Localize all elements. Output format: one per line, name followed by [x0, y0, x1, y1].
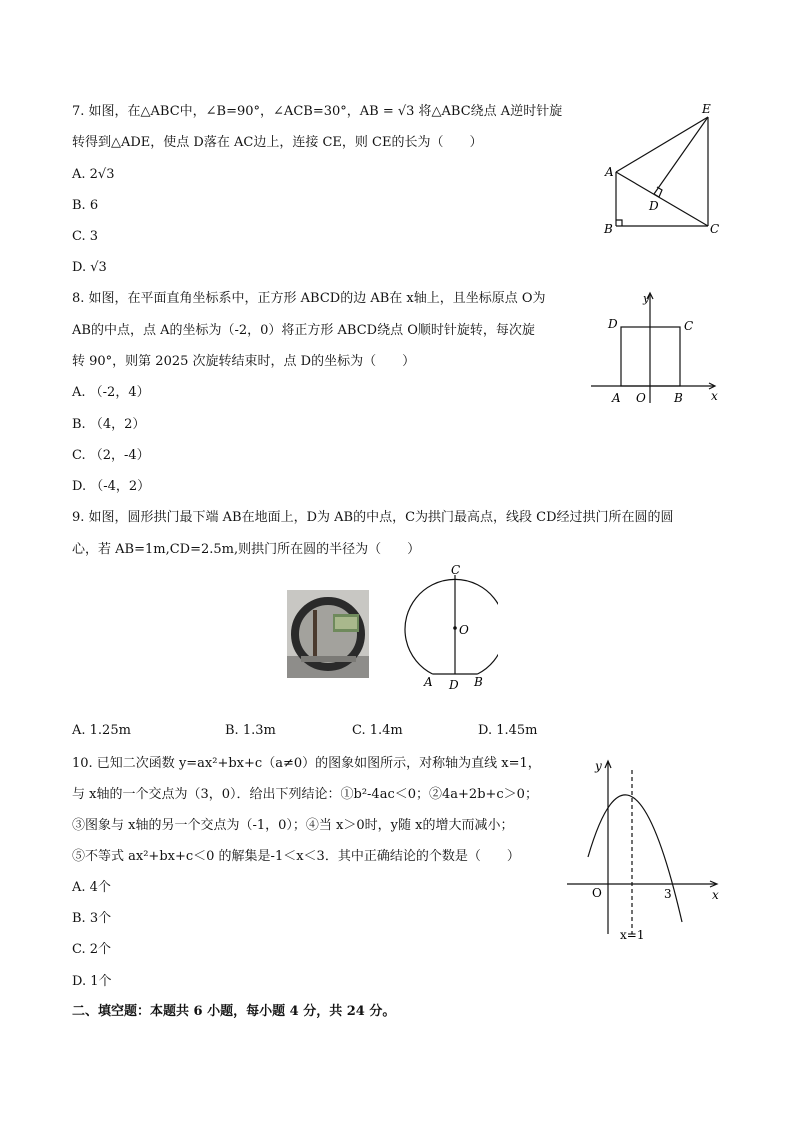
section-2-heading: 二、填空题：本题共 6 小题，每小题 4 分，共 24 分。	[72, 1004, 396, 1019]
q10-label-axis: x=1	[620, 928, 645, 942]
arch-door-photo-drawing	[287, 590, 369, 678]
q10-label-o: O	[592, 886, 602, 900]
q7-label-d: D	[649, 199, 659, 213]
q7-label-b: B	[604, 222, 613, 236]
q8-option-a: A. （-2，4）	[72, 385, 150, 400]
q10-line-4: ⑤不等式 ax²+bx+c＜0 的解集是-1＜x＜3．其中正确结论的个数是（ ）	[72, 849, 520, 864]
q7-label-e: E	[702, 102, 711, 116]
q8-option-d: D. （-4，2）	[72, 479, 151, 494]
q7-option-a: A. 2√3	[72, 167, 115, 182]
q10-label-x: x	[712, 888, 719, 902]
q10-parabola-figure	[562, 752, 724, 948]
arch-door-photo	[287, 590, 369, 678]
q10-label-y: y	[595, 759, 602, 773]
q9-line-2: 心，若 AB=1m,CD=2.5m,则拱门所在圆的半径为（ ）	[72, 542, 421, 557]
q7-option-d: D. √3	[72, 260, 107, 275]
q8-label-a: A	[612, 391, 621, 405]
q9-label-c: C	[451, 563, 461, 577]
q10-line-1: 10. 已知二次函数 y=ax²+bx+c（a≠0）的图象如图所示，对称轴为直线 x=1，	[72, 756, 541, 771]
q10-option-d: D. 1个	[72, 974, 112, 989]
q10-option-c: C. 2个	[72, 942, 112, 957]
q9-label-a: A	[424, 675, 433, 689]
q9-option-c: C. 1.4m	[352, 723, 403, 738]
q10-option-a: A. 4个	[72, 880, 111, 895]
q9-line-1: 9. 如图，圆形拱门最下端 AB在地面上，D为 AB的中点，C为拱门最高点，线段 CD经过拱门所在圆的圆	[72, 510, 674, 525]
q7-line-1: 7. 如图，在△ABC中，∠B=90°，∠ACB=30°，AB = √3 将△ABC绕点 A逆时针旋	[72, 104, 563, 119]
q8-line-2: AB的中点，点 A的坐标为（-2，0）将正方形 ABCD绕点 O顺时针旋转，每次旋	[72, 323, 535, 338]
q7-triangle-figure	[596, 100, 726, 240]
q8-line-1: 8. 如图，在平面直角坐标系中，正方形 ABCD的边 AB在 x轴上，且坐标原点 O为	[72, 291, 546, 306]
q8-label-y: y	[643, 292, 650, 305]
q8-label-c: C	[684, 319, 694, 333]
q7-label-a: A	[605, 165, 614, 179]
q9-label-b: B	[474, 675, 483, 689]
q8-line-3: 转 90°，则第 2025 次旋转结束时，点 D的坐标为（ ）	[72, 354, 416, 369]
q7-line-2: 转得到△ADE，使点 D落在 AC边上，连接 CE，则 CE的长为（ ）	[72, 135, 483, 150]
q7-option-b: B. 6	[72, 198, 99, 213]
q10-option-b: B. 3个	[72, 911, 112, 926]
q10-line-2: 与 x轴的一个交点为（3，0）．给出下列结论：①b²-4ac＜0；②4a+2b+c＞0；	[72, 787, 538, 802]
q10-line-3: ③图象与 x轴的另一个交点为（-1，0）；④当 x＞0时，y随 x的增大而减小；	[72, 818, 514, 833]
q9-option-b: B. 1.3m	[225, 723, 276, 738]
q8-coordinate-figure	[588, 288, 726, 408]
q7-label-c: C	[710, 222, 720, 236]
q8-option-b: B. （4，2）	[72, 417, 146, 432]
q9-label-d: D	[449, 678, 459, 692]
q9-option-d: D. 1.45m	[478, 723, 538, 738]
q9-label-o: O	[459, 623, 469, 637]
q8-option-c: C. （2，-4）	[72, 448, 150, 463]
q8-label-b: B	[674, 391, 683, 405]
q9-option-a: A. 1.25m	[72, 723, 131, 738]
q8-label-o: O	[636, 391, 646, 405]
q9-circle-figure	[396, 562, 498, 692]
q8-label-d: D	[608, 317, 618, 331]
q10-label-3: 3	[664, 887, 672, 901]
q8-label-x: x	[711, 389, 718, 403]
q7-option-c: C. 3	[72, 229, 99, 244]
